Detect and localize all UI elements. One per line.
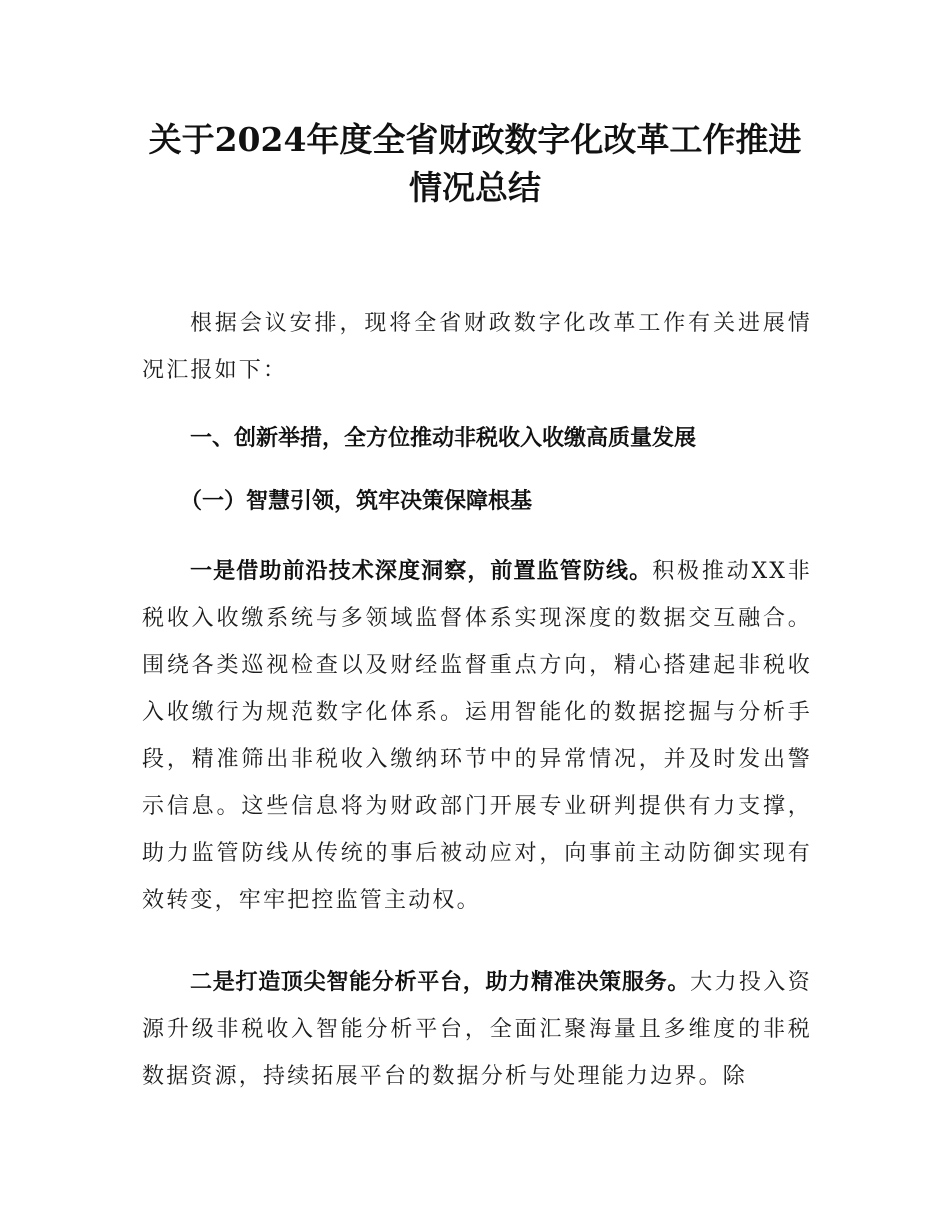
paragraph-2-body: 大力投入资源升级非税收入智能分析平台，全面汇聚海量且多维度的非税数据资源，持续拓展平台的数据分析与处理能力边界。除: [142, 970, 812, 1089]
paragraph-2: [142, 959, 812, 1100]
intro-paragraph: 根据会议安排，现将全省财政数字化改革工作有关进展情况汇报如下：: [142, 311, 812, 383]
paragraph-2-lead: 二是打造顶尖智能分析平台，助力精准决策服务。: [190, 970, 691, 995]
section-heading-1: 一、创新举措，全方位推动非税收入收缴高质量发展: [190, 426, 697, 451]
paragraph-1-body: 积极推动XX非税收入收缴系统与多领域监督体系实现深度的数据交互融合。围绕各类巡视检查以及财经监督重点方向，精心搭建起非税收入收缴行为规范数字化体系。运用智能化的数据挖掘与分析手段，精准筛出非税收入缴纳环节中的异常情况，并及时发出警示信息。这些信息将为财政部门开展专业研判提供有力支撑，助力监管防线从传统的事后被动应对，向事前主动防御实现有效转变，牢牢把控监管主动权。: [142, 559, 812, 913]
paragraph-1-lead: 一是借助前沿技术深度洞察，前置监管防线。: [190, 559, 653, 584]
subsection-heading-1: （一）智慧引领，筑牢决策保障根基: [180, 489, 533, 514]
document-title-line-2: 情况总结: [409, 168, 541, 207]
document-title-line-1: 关于2024年度全省财政数字化改革工作推进: [148, 120, 802, 159]
paragraph-1: [142, 548, 812, 924]
